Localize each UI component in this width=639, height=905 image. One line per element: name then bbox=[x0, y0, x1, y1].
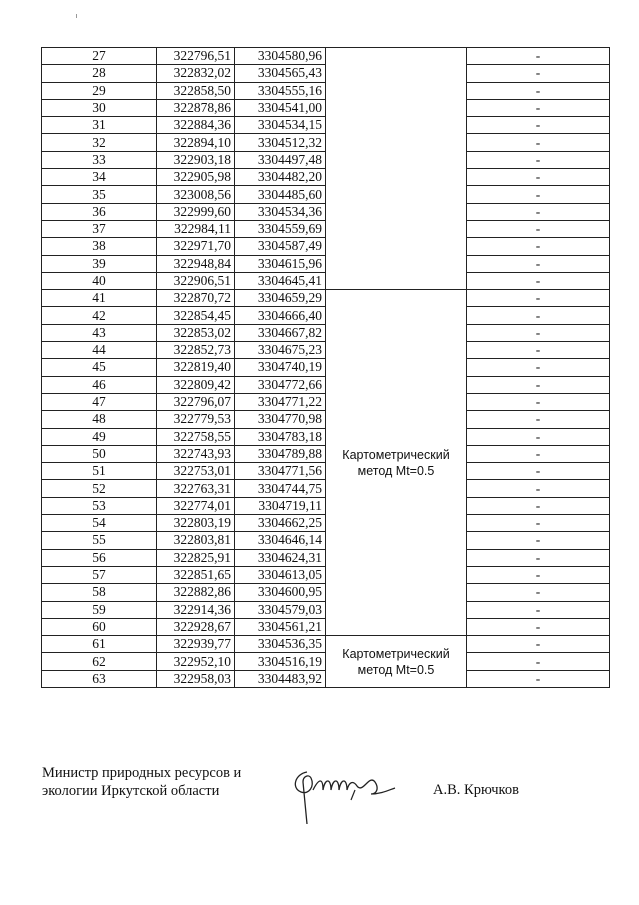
point-number: 61 bbox=[42, 636, 157, 653]
point-number: 59 bbox=[42, 601, 157, 618]
coord-y: 3304512,32 bbox=[235, 134, 326, 151]
coord-y: 3304613,05 bbox=[235, 566, 326, 583]
coord-x: 322851,65 bbox=[157, 566, 235, 583]
point-number: 45 bbox=[42, 359, 157, 376]
accuracy-value: - bbox=[467, 272, 610, 289]
accuracy-value: - bbox=[467, 324, 610, 341]
coord-x: 322948,84 bbox=[157, 255, 235, 272]
point-number: 35 bbox=[42, 186, 157, 203]
coord-y: 3304624,31 bbox=[235, 549, 326, 566]
point-number: 50 bbox=[42, 445, 157, 462]
coord-x: 322999,60 bbox=[157, 203, 235, 220]
coord-y: 3304783,18 bbox=[235, 428, 326, 445]
coord-y: 3304587,49 bbox=[235, 238, 326, 255]
point-number: 46 bbox=[42, 376, 157, 393]
coord-x: 322878,86 bbox=[157, 99, 235, 116]
coord-x: 322853,02 bbox=[157, 324, 235, 341]
point-number: 39 bbox=[42, 255, 157, 272]
accuracy-value: - bbox=[467, 290, 610, 307]
point-number: 51 bbox=[42, 463, 157, 480]
point-number: 37 bbox=[42, 220, 157, 237]
coord-x: 322905,98 bbox=[157, 169, 235, 186]
accuracy-value: - bbox=[467, 203, 610, 220]
accuracy-value: - bbox=[467, 497, 610, 514]
coord-y: 3304771,56 bbox=[235, 463, 326, 480]
accuracy-value: - bbox=[467, 445, 610, 462]
method-cell bbox=[326, 636, 467, 688]
coord-x: 323008,56 bbox=[157, 186, 235, 203]
coord-x: 322796,07 bbox=[157, 393, 235, 410]
handwritten-signature bbox=[285, 764, 405, 828]
method-line-1: Картометрический bbox=[342, 646, 450, 661]
point-number: 28 bbox=[42, 65, 157, 82]
coord-y: 3304645,41 bbox=[235, 272, 326, 289]
point-number: 43 bbox=[42, 324, 157, 341]
point-number: 58 bbox=[42, 584, 157, 601]
point-number: 63 bbox=[42, 670, 157, 687]
point-number: 56 bbox=[42, 549, 157, 566]
point-number: 27 bbox=[42, 48, 157, 65]
method-line-2: метод Mt=0.5 bbox=[357, 463, 435, 478]
coord-x: 322852,73 bbox=[157, 342, 235, 359]
coord-y: 3304534,36 bbox=[235, 203, 326, 220]
coord-y: 3304646,14 bbox=[235, 532, 326, 549]
accuracy-value: - bbox=[467, 220, 610, 237]
coord-x: 322796,51 bbox=[157, 48, 235, 65]
coord-y: 3304555,16 bbox=[235, 82, 326, 99]
point-number: 44 bbox=[42, 342, 157, 359]
coord-y: 3304771,22 bbox=[235, 393, 326, 410]
accuracy-value: - bbox=[467, 549, 610, 566]
coord-y: 3304565,43 bbox=[235, 65, 326, 82]
accuracy-value: - bbox=[467, 515, 610, 532]
accuracy-value: - bbox=[467, 428, 610, 445]
point-number: 34 bbox=[42, 169, 157, 186]
coord-x: 322952,10 bbox=[157, 653, 235, 670]
coord-y: 3304579,03 bbox=[235, 601, 326, 618]
point-number: 60 bbox=[42, 618, 157, 635]
point-number: 57 bbox=[42, 566, 157, 583]
point-number: 49 bbox=[42, 428, 157, 445]
coord-y: 3304675,23 bbox=[235, 342, 326, 359]
point-number: 31 bbox=[42, 117, 157, 134]
coord-x: 322758,55 bbox=[157, 428, 235, 445]
point-number: 47 bbox=[42, 393, 157, 410]
accuracy-value: - bbox=[467, 532, 610, 549]
coord-x: 322819,40 bbox=[157, 359, 235, 376]
accuracy-value: - bbox=[467, 82, 610, 99]
point-number: 54 bbox=[42, 515, 157, 532]
coord-x: 322882,86 bbox=[157, 584, 235, 601]
accuracy-value: - bbox=[467, 636, 610, 653]
accuracy-value: - bbox=[467, 584, 610, 601]
method-cell bbox=[326, 290, 467, 636]
coord-x: 322971,70 bbox=[157, 238, 235, 255]
accuracy-value: - bbox=[467, 411, 610, 428]
point-number: 53 bbox=[42, 497, 157, 514]
coord-y: 3304770,98 bbox=[235, 411, 326, 428]
coord-x: 322774,01 bbox=[157, 497, 235, 514]
coord-y: 3304789,88 bbox=[235, 445, 326, 462]
coord-x: 322894,10 bbox=[157, 134, 235, 151]
accuracy-value: - bbox=[467, 134, 610, 151]
coord-y: 3304534,15 bbox=[235, 117, 326, 134]
accuracy-value: - bbox=[467, 359, 610, 376]
accuracy-value: - bbox=[467, 653, 610, 670]
coord-y: 3304772,66 bbox=[235, 376, 326, 393]
table-row bbox=[42, 48, 610, 65]
coord-x: 322753,01 bbox=[157, 463, 235, 480]
point-number: 55 bbox=[42, 532, 157, 549]
table-row bbox=[42, 636, 610, 653]
coord-y: 3304516,19 bbox=[235, 653, 326, 670]
accuracy-value: - bbox=[467, 601, 610, 618]
coord-x: 322743,93 bbox=[157, 445, 235, 462]
coord-x: 322906,51 bbox=[157, 272, 235, 289]
accuracy-value: - bbox=[467, 342, 610, 359]
coord-y: 3304483,92 bbox=[235, 670, 326, 687]
table-row bbox=[42, 290, 610, 307]
coord-x: 322809,42 bbox=[157, 376, 235, 393]
point-number: 32 bbox=[42, 134, 157, 151]
coord-x: 322903,18 bbox=[157, 151, 235, 168]
position-line-2: экологии Иркутской области bbox=[42, 783, 220, 799]
point-number: 36 bbox=[42, 203, 157, 220]
coord-y: 3304666,40 bbox=[235, 307, 326, 324]
coord-x: 322914,36 bbox=[157, 601, 235, 618]
coord-y: 3304659,29 bbox=[235, 290, 326, 307]
method-cell bbox=[326, 48, 467, 290]
coord-y: 3304719,11 bbox=[235, 497, 326, 514]
point-number: 41 bbox=[42, 290, 157, 307]
coord-y: 3304667,82 bbox=[235, 324, 326, 341]
coord-y: 3304561,21 bbox=[235, 618, 326, 635]
coord-x: 322825,91 bbox=[157, 549, 235, 566]
accuracy-value: - bbox=[467, 566, 610, 583]
coord-y: 3304559,69 bbox=[235, 220, 326, 237]
accuracy-value: - bbox=[467, 186, 610, 203]
accuracy-value: - bbox=[467, 117, 610, 134]
point-number: 30 bbox=[42, 99, 157, 116]
coord-x: 322884,36 bbox=[157, 117, 235, 134]
coord-x: 322858,50 bbox=[157, 82, 235, 99]
coord-y: 3304740,19 bbox=[235, 359, 326, 376]
coord-y: 3304536,35 bbox=[235, 636, 326, 653]
coord-x: 322984,11 bbox=[157, 220, 235, 237]
point-number: 42 bbox=[42, 307, 157, 324]
coord-y: 3304541,00 bbox=[235, 99, 326, 116]
accuracy-value: - bbox=[467, 169, 610, 186]
coord-x: 322803,19 bbox=[157, 515, 235, 532]
coord-x: 322779,53 bbox=[157, 411, 235, 428]
point-number: 48 bbox=[42, 411, 157, 428]
coord-x: 322939,77 bbox=[157, 636, 235, 653]
accuracy-value: - bbox=[467, 480, 610, 497]
point-number: 33 bbox=[42, 151, 157, 168]
accuracy-value: - bbox=[467, 618, 610, 635]
coord-y: 3304662,25 bbox=[235, 515, 326, 532]
accuracy-value: - bbox=[467, 376, 610, 393]
position-line-1: Министр природных ресурсов и bbox=[42, 765, 242, 781]
coord-x: 322763,31 bbox=[157, 480, 235, 497]
coord-y: 3304744,75 bbox=[235, 480, 326, 497]
point-number: 29 bbox=[42, 82, 157, 99]
scan-mark bbox=[76, 14, 77, 18]
method-line-2: метод Mt=0.5 bbox=[357, 662, 435, 677]
coord-x: 322803,81 bbox=[157, 532, 235, 549]
coord-x: 322870,72 bbox=[157, 290, 235, 307]
point-number: 62 bbox=[42, 653, 157, 670]
accuracy-value: - bbox=[467, 238, 610, 255]
accuracy-value: - bbox=[467, 48, 610, 65]
point-number: 38 bbox=[42, 238, 157, 255]
point-number: 40 bbox=[42, 272, 157, 289]
coord-y: 3304615,96 bbox=[235, 255, 326, 272]
coord-x: 322832,02 bbox=[157, 65, 235, 82]
signatory-name: А.В. Крючков bbox=[433, 782, 519, 798]
accuracy-value: - bbox=[467, 670, 610, 687]
accuracy-value: - bbox=[467, 255, 610, 272]
coord-y: 3304497,48 bbox=[235, 151, 326, 168]
coord-y: 3304482,20 bbox=[235, 169, 326, 186]
point-number: 52 bbox=[42, 480, 157, 497]
coord-y: 3304485,60 bbox=[235, 186, 326, 203]
accuracy-value: - bbox=[467, 99, 610, 116]
accuracy-value: - bbox=[467, 463, 610, 480]
accuracy-value: - bbox=[467, 151, 610, 168]
signatory-position bbox=[42, 764, 241, 800]
coord-x: 322928,67 bbox=[157, 618, 235, 635]
accuracy-value: - bbox=[467, 307, 610, 324]
accuracy-value: - bbox=[467, 393, 610, 410]
method-line-1: Картометрический bbox=[342, 447, 450, 462]
accuracy-value: - bbox=[467, 65, 610, 82]
coord-y: 3304580,96 bbox=[235, 48, 326, 65]
coordinates-table bbox=[41, 47, 610, 688]
coord-x: 322854,45 bbox=[157, 307, 235, 324]
coord-y: 3304600,95 bbox=[235, 584, 326, 601]
coord-x: 322958,03 bbox=[157, 670, 235, 687]
